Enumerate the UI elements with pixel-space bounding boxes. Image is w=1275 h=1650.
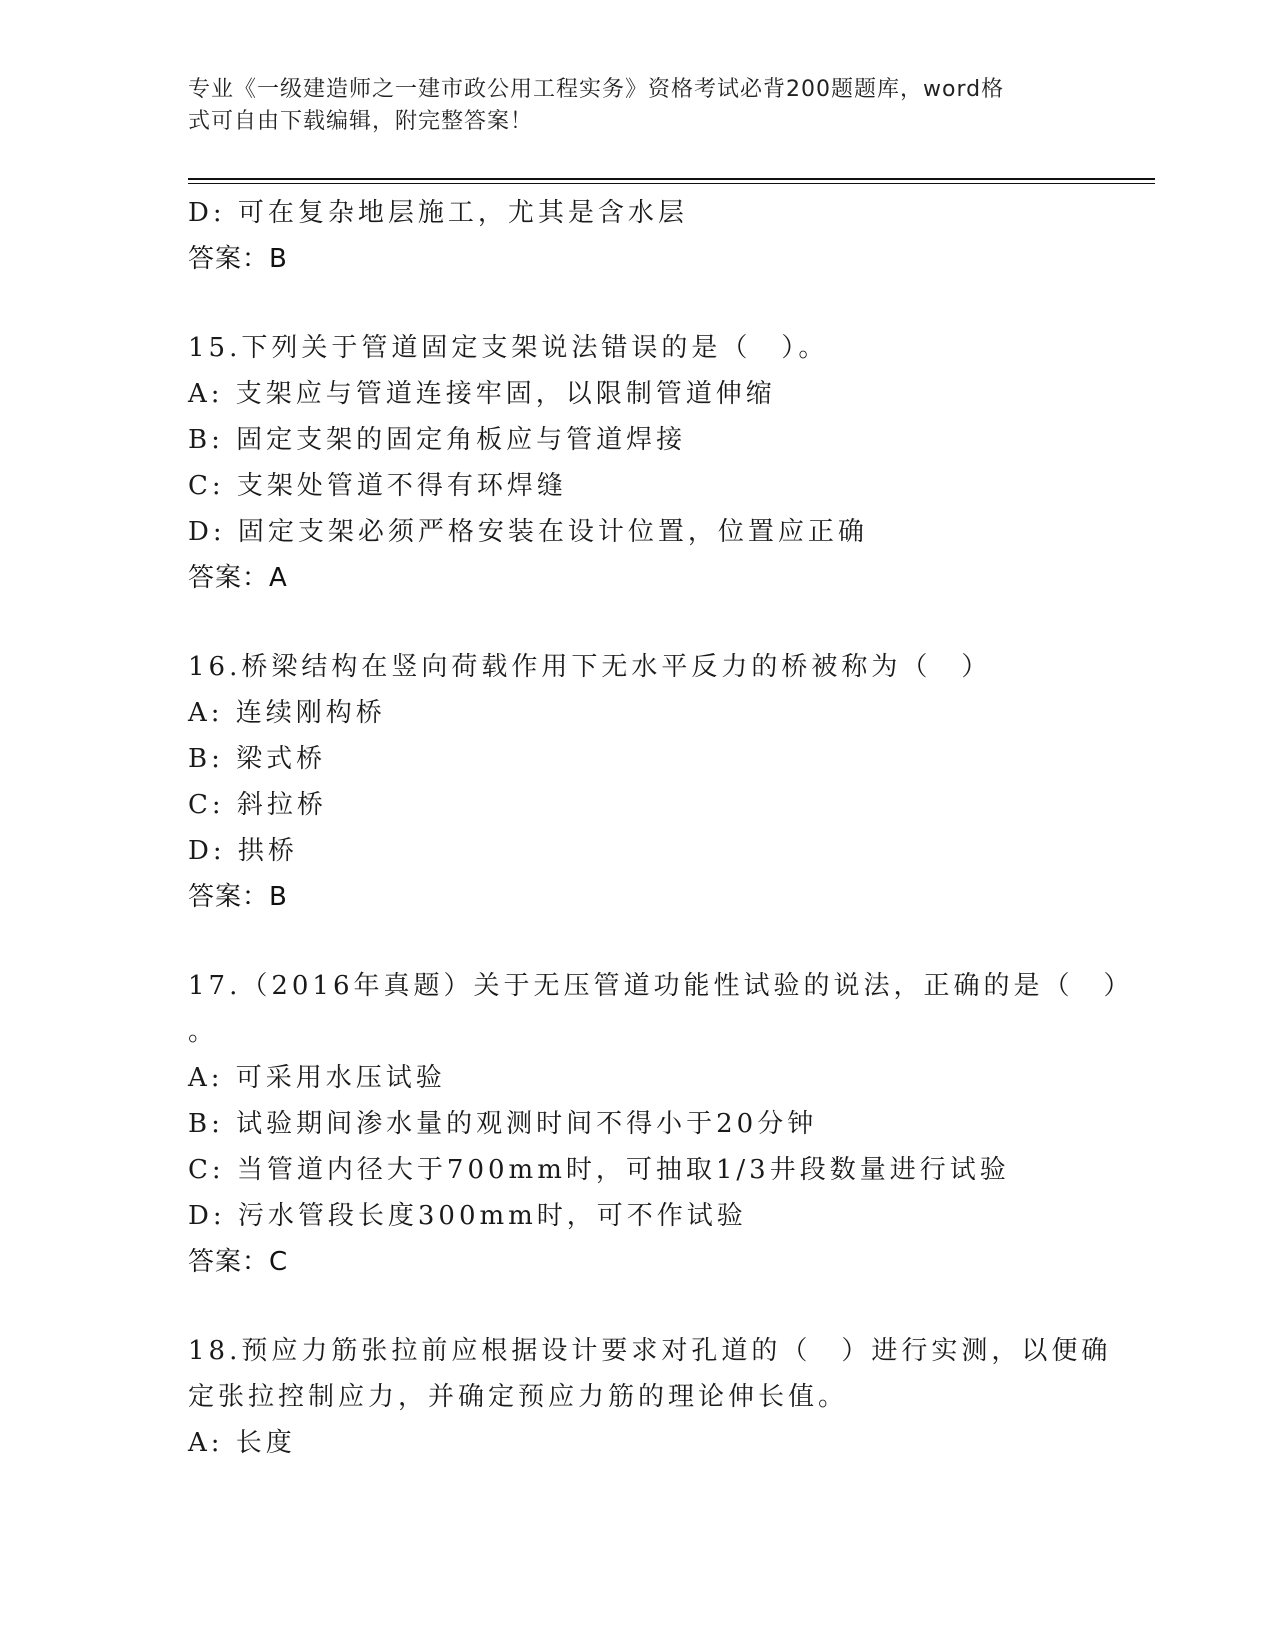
answer-label: 答案：B xyxy=(188,244,288,274)
option-c: C: 斜拉桥 xyxy=(188,790,327,820)
answer-label: 答案：A xyxy=(188,563,288,593)
previous-question-tail xyxy=(188,190,1088,282)
option-d: D: 固定支架必须严格安装在设计位置，位置应正确 xyxy=(188,517,868,547)
question-stem: 15.下列关于管道固定支架说法错误的是（ ）。 xyxy=(188,333,829,363)
option-b: B: 固定支架的固定角板应与管道焊接 xyxy=(188,425,687,455)
question-stem-line-2: 。 xyxy=(188,1017,219,1047)
answer-label: 答案：C xyxy=(188,1247,289,1277)
option-b: B: 试验期间渗水量的观测时间不得小于20分钟 xyxy=(188,1109,818,1139)
option-d: D: 污水管段长度300mm时，可不作试验 xyxy=(188,1201,747,1231)
question-16 xyxy=(188,644,1088,920)
question-stem-line-2: 定张拉控制应力，并确定预应力筋的理论伸长值。 xyxy=(188,1382,849,1412)
question-stem-line-1: 17.（2016年真题）关于无压管道功能性试验的说法，正确的是（ ） xyxy=(188,971,1134,1001)
question-list xyxy=(188,190,1134,1466)
question-stem-line-1: 18.预应力筋张拉前应根据设计要求对孔道的（ ）进行实测，以便确 xyxy=(188,1336,1112,1366)
option-c: C: 支架处管道不得有环焊缝 xyxy=(188,471,567,501)
question-18 xyxy=(188,1328,1112,1466)
option-a: A: 支架应与管道连接牢固，以限制管道伸缩 xyxy=(188,379,776,409)
option-a: A: 长度 xyxy=(188,1428,296,1458)
question-stem: 16.桥梁结构在竖向荷载作用下无水平反力的桥被称为（ ） xyxy=(188,652,992,682)
question-17 xyxy=(188,963,1134,1285)
answer-label: 答案：B xyxy=(188,882,288,912)
question-15 xyxy=(188,325,1088,601)
option-b: B: 梁式桥 xyxy=(188,744,327,774)
option-a: A: 可采用水压试验 xyxy=(188,1063,446,1093)
option-d: D: 可在复杂地层施工，尤其是含水层 xyxy=(188,198,688,228)
option-d: D: 拱桥 xyxy=(188,836,298,866)
document-header xyxy=(188,74,1068,138)
option-a: A: 连续刚构桥 xyxy=(188,698,386,728)
option-c: C: 当管道内径大于700mm时，可抽取1/3井段数量进行试验 xyxy=(188,1155,1010,1185)
header-line-1: 专业《一级建造师之一建市政公用工程实务》资格考试必背200题题库，word格 xyxy=(188,77,1005,102)
header-divider-thin xyxy=(188,183,1155,184)
header-line-2: 式可自由下载编辑，附完整答案！ xyxy=(188,109,534,134)
header-divider-thick xyxy=(188,178,1155,180)
